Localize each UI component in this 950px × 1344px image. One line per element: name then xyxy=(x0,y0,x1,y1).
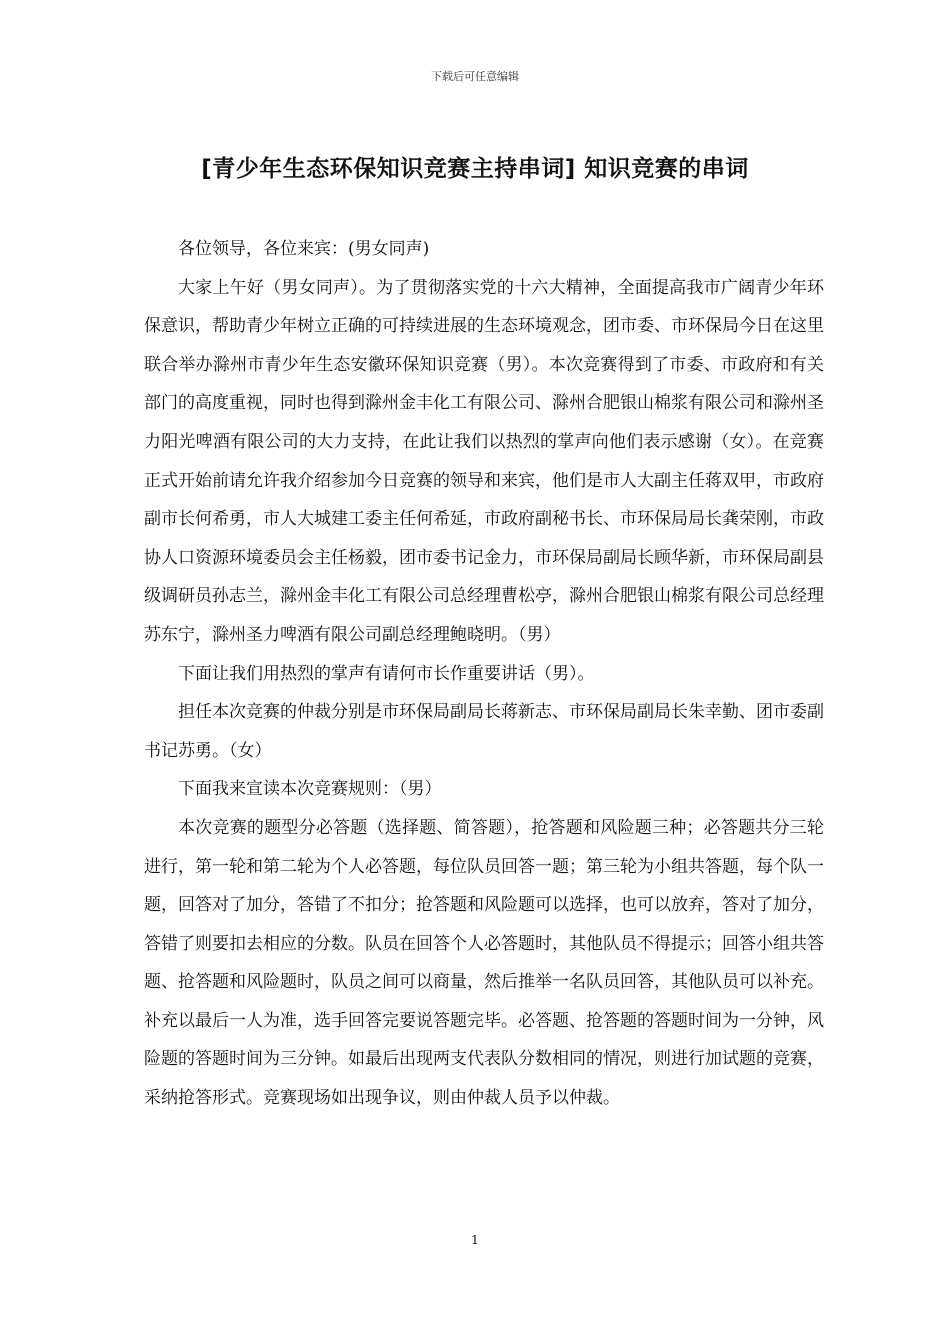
paragraph-arbitrators: 担任本次竞赛的仲裁分别是市环保局副局长蒋新志、市环保局副局长朱幸勤、团市委副书记苏勇。（女） xyxy=(144,702,824,761)
document-body xyxy=(144,230,824,1118)
document-title: [青少年生态环保知识竞赛主持串词] 知识竞赛的串词 xyxy=(201,156,749,182)
paragraph-greeting: 各位领导，各位来宾：(男女同声) xyxy=(178,239,430,259)
page-header-note: 下载后可任意编辑 xyxy=(431,70,519,83)
page-number: 1 xyxy=(471,1233,479,1247)
paragraph-rules-intro: 下面我来宣读本次竞赛规则：（男） xyxy=(178,779,442,800)
paragraph-speech-invite: 下面让我们用热烈的掌声有请何市长作重要讲话（男）。 xyxy=(178,663,595,684)
paragraph-rules: 本次竞赛的题型分必答题（选择题、简答题），抢答题和风险题三种；必答题共分三轮进行，第一轮和第二轮为个人必答题，每位队员回答一题；第三轮为小组共答题，每个队一题，回答对了加分，答错了不扣分；抢答题和风险题可以选择，也可以放弃，答对了加分，答错了则要扣去相应的分数。队员在回答个人必答题时，其他队员不得提示；回答小组共答题、抢答题和风险题时，队员之间可以商量，然后推举一名队员回答，其他队员可以补充。补充以最后一人为准，选手回答完要说答题完毕。必答题、抢答题的答题时间为一分钟，风险题的答题时间为三分钟。如最后出现两支代表队分数相同的情况，则进行加试题的竞赛，采纳抢答形式。竞赛现场如出现争议，则由仲裁人员予以仲裁。 xyxy=(144,817,824,1109)
paragraph-opening: 大家上午好（男女同声）。为了贯彻落实党的十六大精神，全面提高我市广阔青少年环保意识，帮助青少年树立正确的可持续进展的生态环境观念，团市委、市环保局今日在这里联合举办滁州市青少年生态安徽环保知识竞赛（男）。本次竞赛得到了市委、市政府和有关部门的高度重视，同时也得到滁州金丰化工有限公司、滁州合肥银山棉浆有限公司和滁州圣力阳光啤酒有限公司的大力支持，在此让我们以热烈的掌声向他们表示感谢（女）。在竞赛正式开始前请允许我介绍参加今日竞赛的领导和来宾，他们是市人大副主任蒋双甲，市政府副市长何希勇，市人大城建工委主任何希延，市政府副秘书长、市环保局局长龚荣刚，市政协人口资源环境委员会主任杨毅，团市委书记金力，市环保局副局长顾华新，市环保局副县级调研员孙志兰，滁州金丰化工有限公司总经理曹松亭，滁州合肥银山棉浆有限公司总经理苏东宁，滁州圣力啤酒有限公司副总经理鲍晓明。（男） xyxy=(144,277,824,645)
